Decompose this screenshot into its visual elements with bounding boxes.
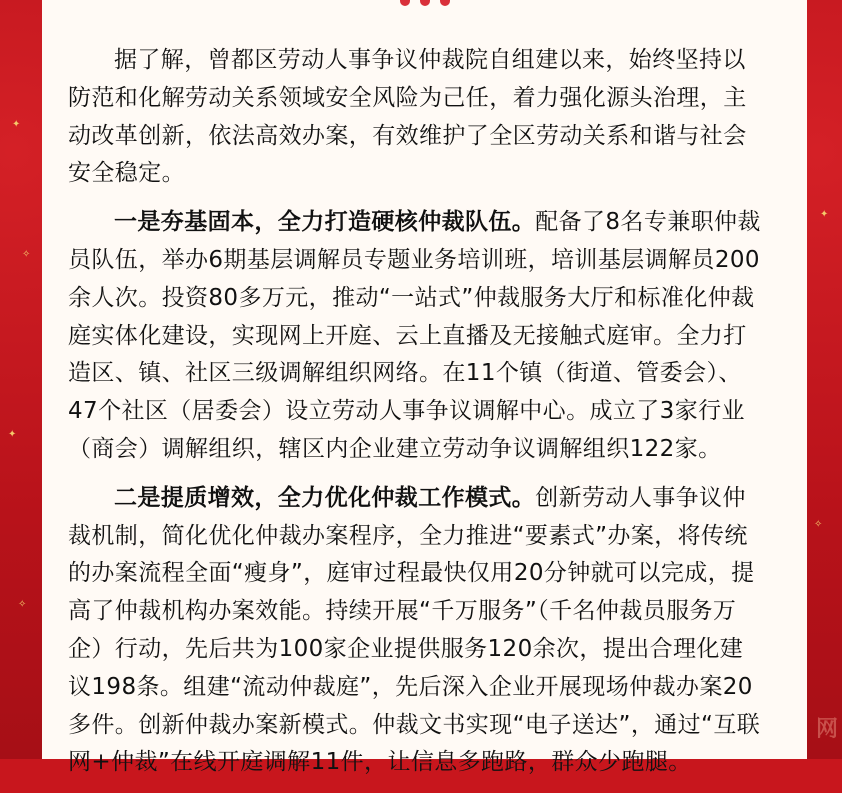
bold-heading: 一是夯基固本，全力打造硬核仲裁队伍。 [114,209,536,236]
paragraph-point-two [68,480,788,782]
sparkle-icon: ✧ [18,599,27,610]
text-line: 企）行动，先后共为100家企业提供服务120余次，提出合理化建 [68,635,744,662]
text-line: 网+仲裁”在线开庭调解11件，让信息多跑路，群众少跑腿。 [68,749,692,776]
text-line: 高了仲裁机构办案效能。持续开展“千万服务”（千名仲裁员服务万 [68,598,737,625]
top-ornament-icon [365,0,485,10]
text-line: 的办案流程全面“瘦身”，庭审过程最快仅用20分钟就可以完成，提 [68,560,755,587]
text-line: 造区、镇、社区三级调解组织网络。在11个镇（街道、管委会）、 [68,360,742,387]
paragraph-intro [68,42,788,193]
text-line: 安全稳定。 [68,160,185,187]
text-line: 裁机制，简化优化仲裁办案程序，全力推进“要素式”办案，将传统 [68,522,748,549]
sparkle-icon: ✦ [8,429,17,440]
paragraph-point-one [68,204,788,469]
text-span: 创新劳动人事争议仲 [535,484,746,511]
sparkle-icon: ✦ [12,119,21,130]
right-red-border [807,0,842,759]
text-line: 员队伍，举办6期基层调解员专题业务培训班，培训基层调解员200 [68,246,760,273]
text-line: 据了解，曾都区劳动人事争议仲裁院自组建以来，始终坚持以 [114,47,746,73]
text-line: 余人次。投资80多万元，推动“一站式”仲裁服务大厅和标准化仲裁 [68,284,755,311]
text-line: 47个社区（居委会）设立劳动人事争议调解中心。成立了3家行业 [68,398,745,425]
text-line: 庭实体化建设，实现网上开庭、云上直播及无接触式庭审。全力打 [68,322,747,349]
sparkle-icon: ✧ [814,519,823,530]
text-line [68,204,788,242]
watermark-logo: 网 [815,717,838,742]
text-line: 多件。创新仲裁办案新模式。仲裁文书实现“电子送达”，通过“互联 [68,711,761,738]
text-line: 动改革创新，依法高效办案，有效维护了全区劳动关系和谐与社会 [68,122,747,149]
sparkle-icon: ✧ [22,249,31,260]
left-red-border [0,0,42,759]
text-line: （商会）调解组织，辖区内企业建立劳动争议调解组织122家。 [68,435,722,462]
text-line: 议198条。组建“流动仲裁庭”，先后深入企业开展现场仲裁办案20 [68,673,753,700]
sparkle-icon: ✦ [820,209,829,220]
text-line: 防范和化解劳动关系领域安全风险为己任，着力强化源头治理，主 [68,84,747,111]
text-line [68,480,788,518]
bold-heading: 二是提质增效，全力优化仲裁工作模式。 [114,484,536,511]
text-span: 配备了8名专兼职仲裁 [535,209,761,236]
article-body [68,42,788,793]
